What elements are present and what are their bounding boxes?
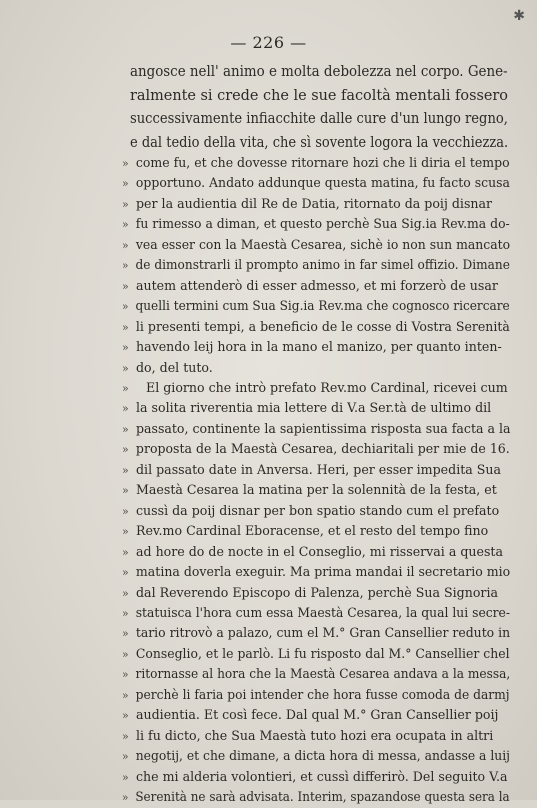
- quote-line: [122, 419, 511, 439]
- quote-line-text: matina doverla exeguir. Ma prima mandai il secretario mio: [135, 564, 511, 580]
- quote-line: [122, 296, 510, 316]
- guillemet-mark: »: [122, 341, 129, 355]
- quote-line: [122, 358, 512, 378]
- quote-line: [122, 685, 510, 705]
- guillemet-mark: »: [122, 688, 129, 702]
- quote-line: [122, 726, 512, 746]
- quote-line: [122, 664, 511, 684]
- quote-line-text: per la audientia dil Re de Datia, ritornato da poij disnar: [136, 195, 493, 211]
- guillemet-mark: »: [122, 177, 129, 191]
- quote-line-text: opportuno. Andato addunque questa matina, fu facto scusa: [135, 175, 510, 191]
- guillemet-mark: »: [122, 279, 129, 293]
- quote-line: [122, 378, 512, 398]
- quote-line: [122, 337, 512, 357]
- guillemet-mark: »: [122, 259, 129, 273]
- guillemet-mark: »: [122, 709, 129, 723]
- quote-line-text: perchè li faria poi intender che hora fusse comoda de darmj: [135, 686, 510, 702]
- guillemet-mark: »: [122, 668, 129, 682]
- quote-line: [122, 542, 512, 562]
- quote-line-text: havendo leij hora in la mano el manizo, per quanto inten-: [136, 339, 502, 355]
- quote-line: [122, 603, 511, 623]
- guillemet-mark: »: [122, 463, 129, 477]
- quote-line-text: come fu, et che dovesse ritornare hozi che li diria el tempo: [135, 155, 510, 170]
- quote-line: [122, 194, 512, 214]
- quote-line-text: statuisca l'hora cum essa Maestà Cesarea, la qual lui secre-: [135, 604, 511, 620]
- quote-line: [122, 623, 511, 643]
- intro-line: angosce nell' animo e molta debolezza nel corpo. Gene-: [130, 62, 508, 80]
- guillemet-mark: »: [122, 320, 129, 334]
- quote-line-text: la solita riverentia mia lettere di V.a Ser.tà de ultimo dil: [136, 400, 492, 416]
- quote-line-text: ad hore do de nocte in el Conseglio, mi risservai a questa: [136, 543, 503, 559]
- quote-line: [122, 153, 509, 173]
- quote-line: [122, 398, 512, 418]
- quote-line-text: Conseglio, et le parlò. Li fu risposto dal M.° Cansellier chel: [135, 645, 510, 661]
- guillemet-mark: »: [122, 770, 129, 784]
- quote-line-text: cussì da poij disnar per bon spatio stando cum el prefato: [136, 502, 500, 518]
- guillemet-mark: »: [122, 484, 129, 498]
- quote-line: [122, 439, 510, 459]
- quote-line: [122, 705, 512, 725]
- quote-line-text: Serenità ne sarà advisata. Interim, spazandose questa sera la: [135, 789, 510, 805]
- guillemet-mark: »: [122, 627, 129, 641]
- guillemet-mark: »: [122, 545, 129, 559]
- quote-line: [122, 480, 512, 500]
- quote-line-text: proposta de la Maestà Cesarea, dechiaritali per mie de 16.: [135, 441, 510, 457]
- quote-line-text: fu rimesso a diman, et questo perchè Sua Sig.ia Rev.ma do-: [135, 216, 510, 232]
- quote-line-text: negotij, et che dimane, a dicta hora di messa, andasse a luij: [135, 748, 511, 764]
- guillemet-mark: »: [122, 402, 129, 416]
- quote-line: [122, 767, 512, 787]
- guillemet-mark: »: [122, 606, 129, 620]
- guillemet-mark: »: [122, 361, 129, 375]
- quote-line: [122, 746, 511, 766]
- quote-line-text: de dimonstrarli il prompto animo in far simel offizio. Dimane: [135, 257, 510, 273]
- quote-line-text: ritornasse al hora che la Maestà Cesarea andava a la messa,: [135, 666, 511, 682]
- quote-line-text: passato, continente la sapientissima risposta sua facta a la: [135, 420, 511, 436]
- quote-line: [122, 562, 510, 582]
- quote-line: [122, 276, 512, 296]
- quote-line-text: vea esser con la Maestà Cesarea, sichè io non sun mancato: [135, 236, 511, 252]
- guillemet-mark: »: [122, 504, 129, 518]
- quote-line: [122, 521, 512, 541]
- quote-line-text: che mi alderia volontieri, et cussì differirò. Del seguito V.a: [136, 768, 508, 784]
- guillemet-mark: »: [122, 381, 129, 395]
- corner-mark: ✱: [513, 8, 525, 24]
- quote-line-text: Rev.mo Cardinal Eboracense, et el resto del tempo fino: [136, 523, 489, 539]
- quote-line-text: autem attenderò di esser admesso, et mi forzerò de usar: [136, 277, 498, 293]
- guillemet-mark: »: [122, 238, 129, 252]
- guillemet-mark: »: [122, 586, 129, 600]
- quote-line: [122, 255, 510, 275]
- guillemet-mark: »: [122, 422, 129, 436]
- quote-line-text: audientia. Et così fece. Dal qual M.° Gran Cansellier poij: [136, 707, 499, 723]
- guillemet-mark: »: [122, 566, 129, 580]
- quote-line-text: Maestà Cesarea la matina per la solennità de la festa, et: [136, 482, 497, 498]
- intro-line: ralmente si crede che le sue facoltà mentali fossero: [130, 85, 508, 104]
- page-number: — 226 —: [230, 33, 307, 52]
- guillemet-mark: »: [122, 197, 129, 211]
- intro-line: e dal tedio della vita, che sì sovente logora la vecchiezza.: [130, 132, 509, 151]
- guillemet-mark: »: [122, 300, 129, 314]
- quoted-letter: [122, 153, 512, 808]
- quote-line: [122, 317, 510, 337]
- guillemet-mark: »: [122, 647, 129, 661]
- quote-line-text: dil passato date in Anversa. Heri, per esser impedita Sua: [136, 461, 502, 477]
- intro-line: successivamente infiacchite dalle cure d'un lungo regno,: [130, 109, 508, 127]
- quote-line: [122, 501, 512, 521]
- quote-line: [122, 583, 512, 603]
- guillemet-mark: »: [122, 525, 129, 539]
- quote-line: [122, 460, 512, 480]
- quote-line-text: El giorno che intrò prefato Rev.mo Cardinal, ricevei cum: [146, 379, 508, 395]
- quote-line-text: li fu dicto, che Sua Maestà tuto hozi era ocupata in altri: [136, 727, 494, 743]
- guillemet-mark: »: [122, 218, 129, 232]
- quote-line: [122, 173, 508, 193]
- quote-line-text: li presenti tempi, a beneficio de le cosse di Vostra Serenità: [135, 318, 510, 334]
- intro-paragraph: [130, 60, 508, 154]
- guillemet-mark: »: [122, 729, 129, 743]
- quote-line: [122, 214, 510, 234]
- quote-line-text: tario ritrovò a palazo, cum el M.° Gran Cansellier reduto in: [135, 625, 511, 641]
- quote-line: [122, 787, 510, 807]
- guillemet-mark: »: [122, 791, 129, 805]
- quote-line-text: do, del tuto.: [136, 359, 213, 375]
- quote-line-text: quelli termini cum Sua Sig.ia Rev.ma che cognosco ricercare: [135, 298, 510, 314]
- quote-line-text: dal Reverendo Episcopo di Palenza, perchè Sua Signoria: [136, 584, 498, 600]
- guillemet-mark: »: [122, 750, 129, 764]
- guillemet-mark: »: [122, 443, 129, 457]
- quote-line: [122, 644, 510, 664]
- guillemet-mark: »: [122, 157, 129, 170]
- quote-line: [122, 235, 511, 255]
